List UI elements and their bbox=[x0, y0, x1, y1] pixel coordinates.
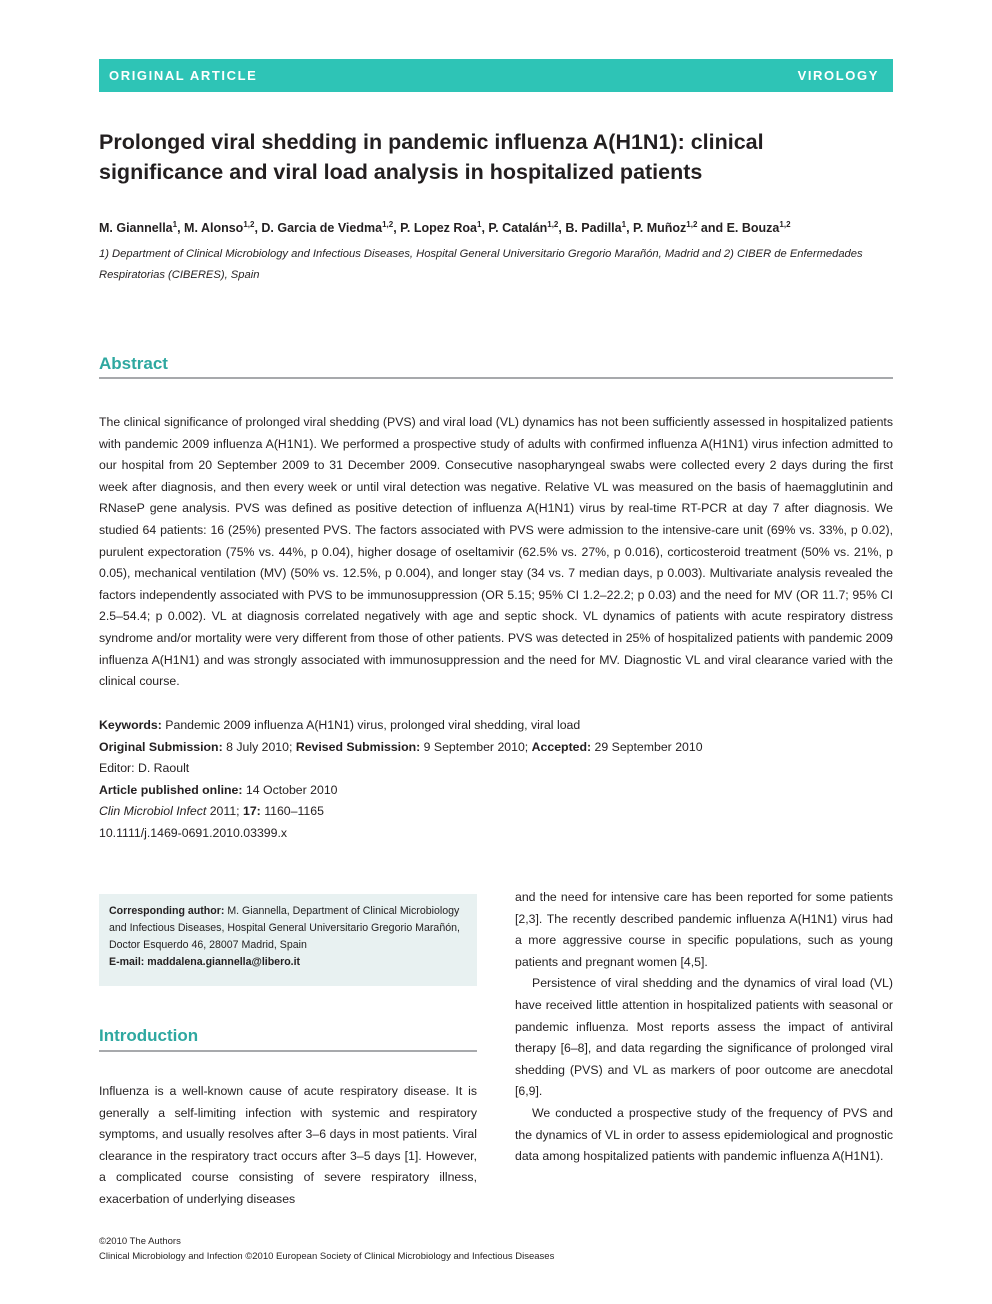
editor-line: Editor: D. Raoult bbox=[99, 761, 190, 776]
introduction-paragraph-1: Influenza is a well-known cause of acute respiratory disease. It is generally a self-limiting infection with systemic and respiratory symptoms, and usually resolves after 3–6 days in most patients. Viral clearance in the respiratory tract occurs after 3–5 days [1]. However, a complicated course consisting of severe respiratory illness, exacerbation of underlying diseases bbox=[99, 1084, 477, 1206]
author[interactable]: P. Catalán$^{1,2}$ bbox=[488, 220, 559, 236]
introduction-divider bbox=[99, 1050, 477, 1052]
introduction-paragraph-3: We conducted a prospective study of the frequency of PVS and the dynamics of VL in order to assess epidemiological and prognostic data among hospitalized patients with pandemic influenza A(H1N1). bbox=[515, 1105, 893, 1164]
published-online: Article published online: 14 October 2010 bbox=[99, 782, 338, 797]
email-link[interactable]: maddalena.giannella@libero.it bbox=[147, 956, 301, 968]
author[interactable]: M. Alonso$^{1,2}$ bbox=[184, 220, 255, 236]
author[interactable]: P. Lopez Roa$^1$ bbox=[400, 220, 482, 236]
article-type-label: ORIGINAL ARTICLE bbox=[109, 68, 258, 83]
section-label: VIROLOGY bbox=[797, 68, 879, 83]
email-label: E-mail: bbox=[109, 956, 145, 968]
author[interactable]: E. Bouza$^{1,2}$ bbox=[726, 220, 791, 236]
abstract-text: The clinical significance of prolonged viral shedding (PVS) and viral load (VL) dynamics has not been sufficiently assessed in hospitalized patients with pandemic 2009 influenza A(H1N1). We performed a prospective study of adults with confirmed influenza A(H1N1) virus infection admitted to our hospital from 20 September 2009 to 31 December 2009. Consecutive nasopharyngeal swabs were collected every 2 days during the first week after diagnosis, and then every week or until viral detection was negative. Relative VL was measured on the basis of haemagglutinin and RNaseP gene analysis. PVS was defined as positive detection of influenza A(H1N1) virus by real-time RT-PCR at day 7 after diagnosis. We studied 64 patients: 16 (25%) presented PVS. The factors associated with PVS were admission to the intensive-care unit (69% vs. 33%, p 0.02), purulent expectoration (75% vs. 44%, p 0.04), higher dosage of oseltamivir (62.5% vs. 27%, p 0.016), corticosteroid treatment (50% vs. 21%, p 0.05), mechanical ventilation (MV) (50% vs. 12.5%, p 0.004), and longer stay (34 vs. 7 median days, p 0.003). Multivariate analysis revealed the factors independently associated with PVS to be immunosuppression (OR 5.15; 95% CI 1.2–22.2; p 0.03) and the need for MV (OR 11.7; 95% CI 2.5–54.4; p 0.002). VL at diagnosis correlated negatively with age and septic shock. VL dynamics of patients with acute respiratory distress syndrome and/or mortality were very different from those of other patients. PVS was detected in 25% of hospitalized patients with pandemic 2009 influenza A(H1N1) and was strongly associated with immunosuppression and the need for MV. Diagnostic VL and viral clearance varied with the clinical course. bbox=[99, 415, 893, 689]
corresponding-label: Corresponding author: bbox=[109, 905, 225, 917]
author[interactable]: P. Muñoz$^{1,2}$ bbox=[633, 220, 698, 236]
introduction-heading: Introduction bbox=[99, 1026, 199, 1045]
corresponding-author-box bbox=[99, 894, 477, 986]
page-footer bbox=[99, 1234, 893, 1264]
submission-dates: Original Submission: 8 July 2010; Revised Submission: 9 September 2010; Accepted: 29 September 2010 bbox=[99, 739, 703, 754]
author[interactable]: M. Giannella$^1$ bbox=[99, 220, 178, 236]
journal-footer-line: Clinical Microbiology and Infection ©2010 European Society of Clinical Microbiology and Infectious Diseases bbox=[99, 1251, 555, 1262]
introduction-right-column bbox=[515, 887, 893, 1168]
copyright-line: ©2010 The Authors bbox=[99, 1236, 181, 1247]
corresponding-text: M. Giannella, Department of Clinical Microbiology and Infectious Diseases, Hospital General Universitario Gregorio Marañón, Doctor Esquerdo 46, 28007 Madrid, Spain bbox=[109, 905, 460, 951]
affiliations: 1) Department of Clinical Microbiology and Infectious Diseases, Hospital General Universitario Gregorio Marañón, Madrid and 2) CIBER de Enfermedades Respiratorias (CIBERES), Spain bbox=[99, 248, 863, 281]
author[interactable]: D. Garcia de Viedma$^{1,2}$ bbox=[261, 220, 394, 236]
abstract-heading: Abstract bbox=[99, 354, 168, 373]
authors-conjunction: and bbox=[700, 221, 724, 236]
header-banner bbox=[99, 59, 893, 92]
author-list: M. Giannella$^1$, M. Alonso$^{1,2}$, D. Garcia de Viedma$^{1,2}$, P. Lopez Roa$^1$, P. Catalán$^{1,2}$, B. Padilla$^1$, P. Muñoz$^{1,2}$ and E. Bouza$^{1,2}$ bbox=[99, 220, 791, 236]
article-title: Prolonged viral shedding in pandemic influenza A(H1N1): clinical significance and viral load analysis in hospitalized patients bbox=[99, 130, 764, 184]
introduction-paragraph-2: Persistence of viral shedding and the dynamics of viral load (VL) have received little attention in hospitalized patients with seasonal or pandemic influenza. Most reports assess the impact of antiviral therapy [6–8], and data regarding the significance of prolonged viral shedding (PVS) and VL as markers of poor outcome are anecdotal [6,9]. bbox=[515, 976, 893, 1099]
abstract-divider bbox=[99, 377, 893, 379]
citation-line: Clin Microbiol Infect 2011; 17: 1160–1165 bbox=[99, 804, 324, 819]
introduction-paragraph-1-cont: and the need for intensive care has been reported for some patients [2,3]. The recently described pandemic influenza A(H1N1) virus had a more aggressive course in specific populations, such as young patients and pregnant women [4,5]. bbox=[515, 890, 893, 969]
keywords-line: Keywords: Pandemic 2009 influenza A(H1N1) virus, prolonged viral shedding, viral load bbox=[99, 718, 581, 732]
article-metadata bbox=[99, 715, 893, 845]
doi-link[interactable]: 10.1111/j.1469-0691.2010.03399.x bbox=[99, 825, 288, 840]
author[interactable]: B. Padilla$^1$ bbox=[565, 220, 627, 236]
